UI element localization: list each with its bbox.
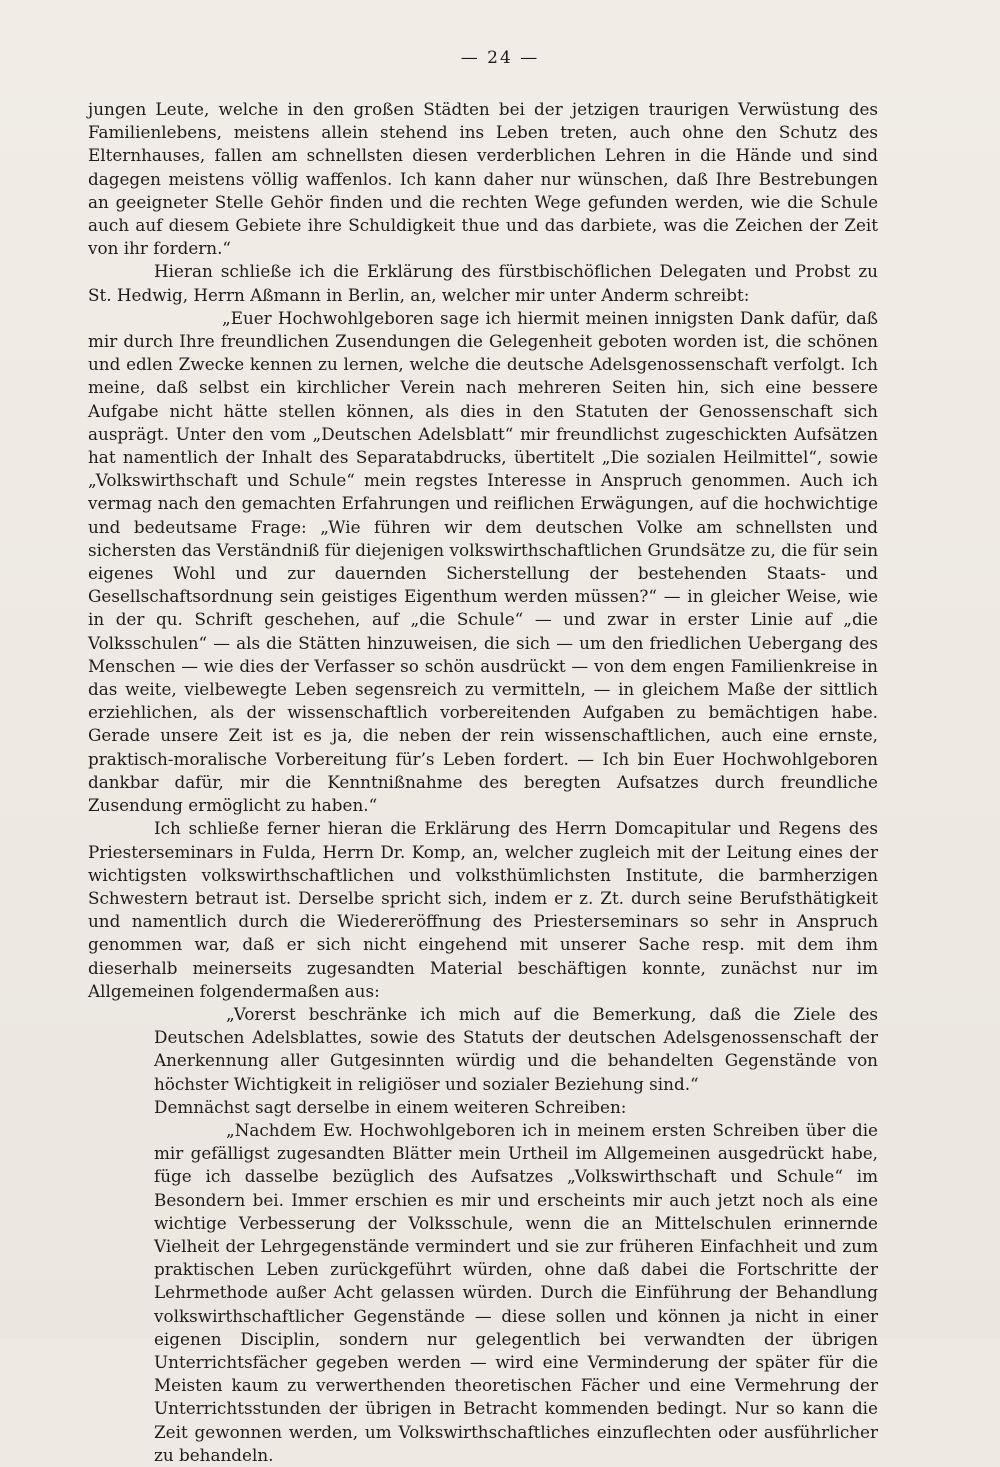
page-number: — 24 — <box>460 48 540 68</box>
quote-assmann: „Euer Hochwohlgeboren sage ich hiermit meinen innigsten Dank dafür, daß mir durch Ihre freundlichen Zusendungen die Gelegenheit geboten worden ist, die schönen und edlen Zwecke kennen zu lernen, welche die deutsche Adelsgenossenschaft verfolgt. Ich meine, daß selbst ein kirchlicher Verein nach mehreren Seiten hin, sich eine bessere Aufgabe nicht hätte stellen können, als dies in den Statuten der Genossenschaft sich ausprägt. Unter den vom „Deutschen Adelsblatt“ mir freundlichst zugeschickten Aufsätzen hat namentlich der Inhalt des Separatabdrucks, übertitelt „Die sozialen Heilmittel“, sowie „Volkswirthschaft und Schule“ mein regstes Interesse in Anspruch genommen. Auch ich vermag nach den gemachten Erfahrungen und reiflichen Erwägungen, auf die hochwichtige und bedeutsame Frage: „Wie führen wir dem deutschen Volke am schnellsten und sichersten das Verständniß für diejenigen volkswirthschaftlichen Grundsätze zu, die für sein eigenes Wohl und zur dauernden Sicherstellung der bestehenden Staats- und Gesellschaftsordnung sein geistiges Eigenthum werden müssen?“ — in gleicher Weise, wie in der qu. Schrift geschehen, auf „die Schule“ — und zwar in erster Linie auf „die Volksschulen“ — als die Stätten hinzuweisen, die sich — um den friedlichen Uebergang des Menschen — wie dies der Verfasser so schön ausdrückt — von dem engen Familienkreise in das weite, vielbewegte Leben segensreich zu vermitteln, — in gleichem Maße der sittlich erziehlichen, als der wissenschaftlich vorbereitenden Aufgaben zu bemächtigen habe. Gerade unsere Zeit ist es ja, die neben der rein wissenschaftlichen, auch eine ernste, praktisch-moralische Vorbereitung für’s Leben fordert. — Ich bin Euer Hochwohlgeboren dankbar dafür, mir die Kenntnißnahme des beregten Aufsatzes durch freundliche Zusendung ermöglicht zu haben.“ <box>88 307 878 816</box>
paragraph-komp-second-intro: Demnächst sagt derselbe in einem weiteren Schreiben: <box>154 1096 627 1117</box>
paragraph-continuation: jungen Leute, welche in den großen Städten bei der jetzigen traurigen Verwüstung des Familienlebens, meistens allein stehend ins Leben treten, auch ohne den Schutz des Elternhauses, fallen am schnellsten diesen verderblichen Lehren in die Hände und sind dagegen meistens völlig waffenlos. Ich kann daher nur wünschen, daß Ihre Bestrebungen an geeigneter Stelle Gehör finden und die rechten Wege gefunden werden, wie die Schule auch auf diesem Gebiete ihre Schuldigkeit thue und das darbiete, was die Zeichen der Zeit von ihr fordern.“ <box>88 99 878 259</box>
body-text <box>88 98 878 1467</box>
paragraph-komp-intro: Ich schließe ferner hieran die Erklärung des Herrn Domcapitular und Regens des Priesterseminars in Fulda, Herrn Dr. Komp, an, welcher zugleich mit der Leitung eines der wichtigsten volkswirthschaftlichen und volksthümlichsten Institute, die barmherzigen Schwestern betraut ist. Derselbe spricht sich, indem er z. Zt. durch seine Berufsthätigkeit und namentlich durch die Wiedereröffnung des Priesterseminars so sehr in Anspruch genommen war, daß er sich nicht eingehend mit unserer Sache resp. mit dem ihm dieserhalb meinerseits zugesandten Material beschäftigen konnte, zunächst nur im Allgemeinen folgendermaßen aus: <box>88 818 878 1001</box>
paragraph-assmann-intro: Hieran schließe ich die Erklärung des fürstbischöflichen Delegaten und Probst zu St. Hedwig, Herrn Aßmann in Berlin, an, welcher mir unter Anderm schreibt: <box>88 261 878 305</box>
quote-komp-second: „Nachdem Ew. Hochwohlgeboren ich in meinem ersten Schreiben über die mir gefälligst zugesandten Blätter mein Urtheil im Allgemeinen ausgedrückt habe, füge ich dasselbe bezüglich des Aufsatzes „Volkswirthschaft und Schule“ im Besondern bei. Immer erschien es mir und erscheints mir auch jetzt noch als eine wichtige Verbesserung der Volksschule, wenn die an Mittelschulen erinnernde Vielheit der Lehrgegenstände vermindert und sie zur früheren Einfachheit und zum praktischen Leben zurückgeführt würden, ohne daß dabei die Fortschritte der Lehrmethode außer Acht gelassen würden. Durch die Einführung der Behandlung volkswirthschaftlicher Gegenstände — diese sollen und können ja nicht in einer eigenen Disciplin, sondern nur gelegentlich bei verwandten der übrigen Unterrichtsfächer gegeben werden — wird eine Verminderung der später für die Meisten kaum zu verwerthenden theoretischen Fächer und eine Vermehrung der Unterrichtsstunden der übrigen in Betracht kommenden bedingt. Nur so kann die Zeit gewonnen werden, um Volkswirthschaftliches einzuflechten oder ausführlicher zu behandeln. <box>154 1119 878 1465</box>
quote-komp-first: „Vorerst beschränke ich mich auf die Bemerkung, daß die Ziele des Deutschen Adelsblattes, sowie des Statuts der deutschen Adelsgenossenschaft der Anerkennung aller Gutgesinnten würdig und die behandelten Gegenstände von höchster Wichtigkeit in religiöser und sozialer Beziehung sind.“ <box>154 1003 878 1094</box>
